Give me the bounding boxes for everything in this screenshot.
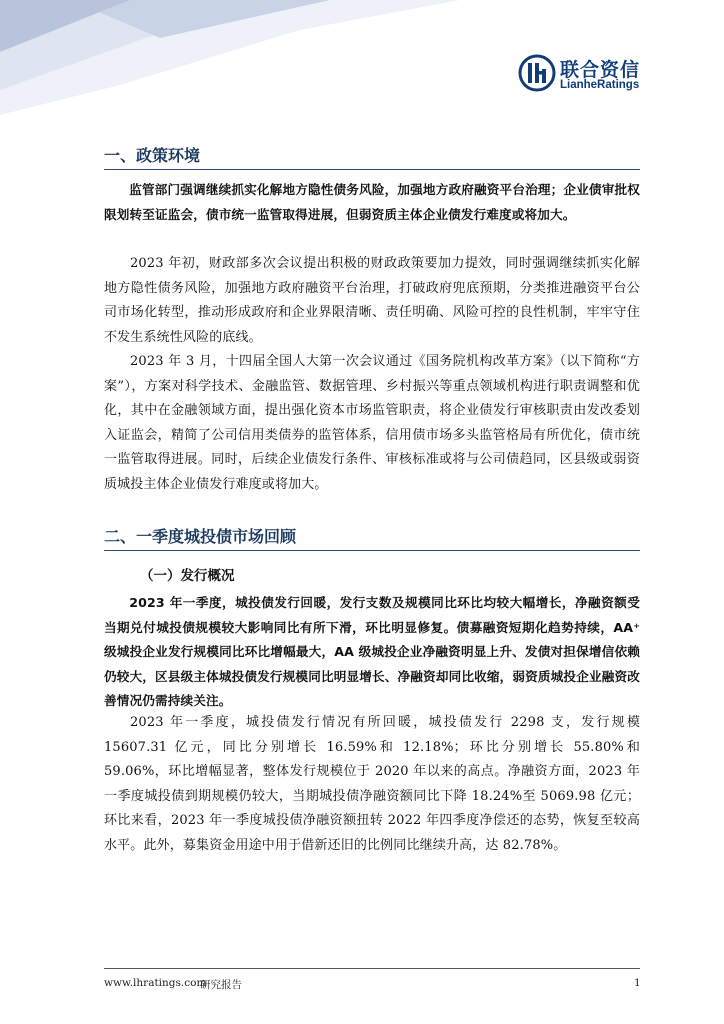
logo-english-name: LianheRatings [560,79,640,91]
footer-label: 研究报告 [200,979,242,991]
page-number: 1 [634,977,641,989]
sub-title-issuance: （一）发行概况 [140,568,235,584]
company-logo [518,54,648,94]
lianhe-logo-icon [518,54,556,92]
footer-divider [104,968,640,969]
footer-url: www.lhratings.com [104,977,207,989]
section-title-policy: 一、政策环境 [104,143,640,170]
logo-chinese-name: 联合资信 [560,59,641,81]
header-decoration [0,0,460,115]
policy-paragraph-1: 2023 年初，财政部多次会议提出积极的财政政策要加力提效，同时强调继续抓实化解地方隐性债务风险，加强地方政府融资平台治理，打破政府兜底预期，分类推进融资平台公司市场化转型，推动形成政府和企业界限清晰、责任明确、风险可控的良性机制，牢牢守住不发生系统性风险的底线。 [104,256,640,345]
policy-summary: 监管部门强调继续抓实化解地方隐性债务风险，加强地方政府融资平台治理；企业债审批权限划转至证监会，债市统一监管取得进展，但弱资质主体企业债发行难度或将加大。 [104,182,640,222]
issuance-paragraph-1: 2023 年一季度，城投债发行情况有所回暖，城投债发行 2298 支，发行规模 15607.31 亿元，同比分别增长 16.59%和 12.18%；环比分别增长 55.80%和 59.06%，环比增幅显著，整体发行规模位于 2020 年以来的高点。净融资方面，2023 年一季度城投债到期规模仍较大，当期城投债净融资额同比下降 18.24%至 5069.98 亿元；环比来看，2023 年一季度城投债净融资额扭转 2022 年四季度净偿还的态势，恢复至较高水平。此外，募集资金用途中用于借新还旧的比例同比继续升高，达 82.78%。 [104,715,640,853]
section-title-market-review: 二、一季度城投债市场回顾 [104,524,640,551]
policy-paragraph-2: 2023 年 3 月，十四届全国人大第一次会议通过《国务院机构改革方案》（以下简称“方案”），方案对科学技术、金融监管、数据管理、乡村振兴等重点领域机构进行职责调整和优化，其中在金融领域方面，提出强化资本市场监管职责，将企业债发行审核职责由发改委划入证监会，精简了公司信用类债券的监管体系，信用债市场多头监管格局有所优化，债市统一监管取得进展。同时，后续企业债发行条件、审核标准或将与公司债趋同，区县级或弱资质城投主体企业债发行难度或将加大。 [104,354,640,492]
issuance-summary: 2023 年一季度，城投债发行回暖，发行支数及规模同比环比均较大幅增长，净融资额受当期兑付城投债规模较大影响同比有所下滑，环比明显修复。债募融资短期化趋势持续，AA⁺级城投企业发行规模同比环比增幅最大，AA 级城投企业净融资明显上升、发债对担保增信依赖仍较大，区县级主体城投债发行规模同比明显增长、净融资却同比收缩，弱资质城投企业融资改善情况仍需持续关注。 [104,595,640,709]
